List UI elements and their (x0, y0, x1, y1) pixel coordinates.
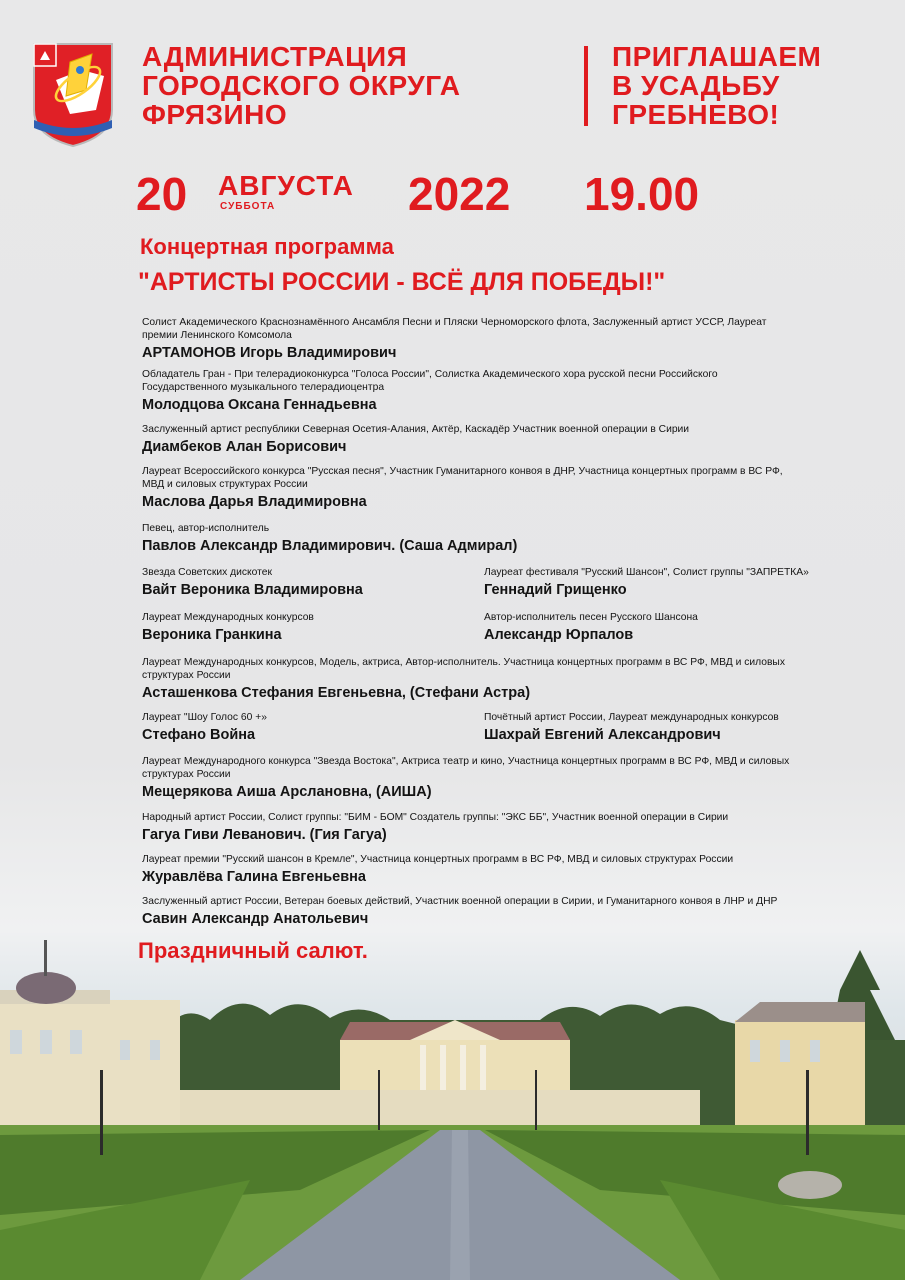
administration-title (142, 42, 582, 129)
event-weekday: СУББОТА (220, 201, 276, 212)
performer-name: Савин Александр Анатольевич (142, 911, 369, 927)
invitation-title-line: ПРИГЛАШАЕМ (612, 41, 822, 72)
event-day: 20 (136, 168, 188, 220)
invitation-title-line: В УСАДЬБУ (612, 70, 780, 101)
performer-description: Заслуженный артист России, Ветеран боевых действий, Участник военной операции в Сирии, и Гуманитарного конвоя в ЛНР и ДНР (142, 896, 778, 907)
performer-name: Молодцова Оксана Геннадьевна (142, 397, 377, 413)
performer-name: Гагуа Гиви Леванович. (Гия Гагуа) (142, 827, 387, 843)
performer-entry (142, 465, 792, 511)
performer-name: Шахрай Евгений Александрович (484, 727, 721, 743)
performer-entry (142, 656, 792, 702)
performer-entry (142, 853, 842, 886)
header-divider (584, 46, 588, 126)
performer-entry (484, 566, 884, 599)
performer-name: Журавлёва Галина Евгеньевна (142, 869, 366, 885)
program-label: Концертная программа (140, 234, 394, 259)
estate-illustration (0, 930, 905, 1280)
performer-entry (142, 895, 862, 928)
performer-description: Певец, автор-исполнитель (142, 523, 270, 534)
performer-name: Мещерякова Аиша Арслановна, (АИША) (142, 784, 432, 800)
performer-name: Асташенкова Стефания Евгеньевна, (Стефани Астра) (142, 685, 531, 701)
performer-description: Лауреат Международных конкурсов (142, 612, 314, 623)
performer-description: Автор-исполнитель песен Русского Шансона (484, 612, 698, 623)
performer-description: Лауреат премии "Русский шансон в Кремле", Участница концертных программ в ВС РФ, МВД и силовых структурах России (142, 854, 734, 865)
performer-description: Лауреат "Шоу Голос 60 +» (142, 712, 267, 723)
performer-entry (484, 611, 884, 644)
performer-name: Диамбеков Алан Борисович (142, 439, 347, 455)
performer-name: АРТАМОНОВ Игорь Владимирович (142, 345, 397, 361)
performer-entry (142, 368, 792, 414)
performer-description: Звезда Советских дискотек (142, 567, 272, 578)
performer-entry (142, 423, 792, 456)
performer-name: Геннадий Грищенко (484, 582, 627, 598)
performer-name: Александр Юрпалов (484, 627, 634, 643)
performer-description: Народный артист России, Солист группы: "БИМ - БОМ" Создатель группы: "ЭКС ББ", Участник военной операции в Сирии (142, 812, 729, 823)
performer-description: Лауреат фестиваля "Русский Шансон", Солист группы "ЗАПРЕТКА» (484, 567, 809, 578)
administration-title-line: ГОРОДСКОГО ОКРУГА (142, 70, 461, 101)
performer-name: Стефано Война (142, 727, 256, 743)
performer-entry (142, 711, 472, 744)
performer-description: Почётный артист России, Лауреат международных конкурсов (484, 712, 779, 723)
performer-entry (142, 611, 472, 644)
event-time: 19.00 (584, 168, 700, 220)
performer-entry (142, 811, 842, 844)
invitation-title (612, 42, 892, 129)
fireworks-announcement: Праздничный салют. (138, 938, 368, 963)
performer-name: Маслова Дарья Владимировна (142, 494, 367, 510)
performer-name: Павлов Александр Владимирович. (Саша Адмирал) (142, 538, 518, 554)
performer-entry (142, 522, 792, 555)
coat-of-arms-emblem (30, 40, 116, 148)
performer-entry (142, 566, 472, 599)
invitation-title-line: ГРЕБНЕВО! (612, 99, 780, 130)
performer-description: Лауреат Международных конкурсов, Модель, актриса, Автор-исполнитель. Участница концертных программ в ВС РФ, МВД и силовых структурах России (142, 657, 785, 681)
administration-title-line: АДМИНИСТРАЦИЯ (142, 41, 408, 72)
performer-description: Заслуженный артист республики Северная Осетия-Алания, Актёр, Каскадёр Участник военной операции в Сирии (142, 424, 690, 435)
performer-entry (142, 316, 792, 362)
event-date (136, 168, 836, 224)
program-name: "АРТИСТЫ РОССИИ - ВСЁ ДЛЯ ПОБЕДЫ!" (138, 268, 666, 296)
performer-entry (142, 755, 802, 801)
performer-description: Обладатель Гран - При телерадиоконкурса "Голоса России", Солистка Академического хора русской песни Российского Государственного музыкального телерадиоцентра (142, 369, 718, 393)
performer-entry (484, 711, 884, 744)
performer-name: Вероника Гранкина (142, 627, 282, 643)
event-month: АВГУСТА (218, 170, 354, 201)
event-year: 2022 (408, 168, 511, 220)
performer-name: Вайт Вероника Владимировна (142, 582, 363, 598)
performer-description: Лауреат Международного конкурса "Звезда Востока", Актриса театр и кино, Участница концертных программ в ВС РФ, МВД и силовых структурах России (142, 756, 790, 780)
performer-description: Солист Академического Краснознамённого Ансамбля Песни и Пляски Черноморского флота, Заслуженный артист УССР, Лауреат премии Ленинского Комсомола (142, 317, 767, 341)
performer-description: Лауреат Всероссийского конкурса "Русская песня", Участник Гуманитарного конвоя в ДНР, Участница концертных программ в ВС РФ, МВД и силовых структурах России (142, 466, 783, 490)
administration-title-line: ФРЯЗИНО (142, 99, 288, 130)
